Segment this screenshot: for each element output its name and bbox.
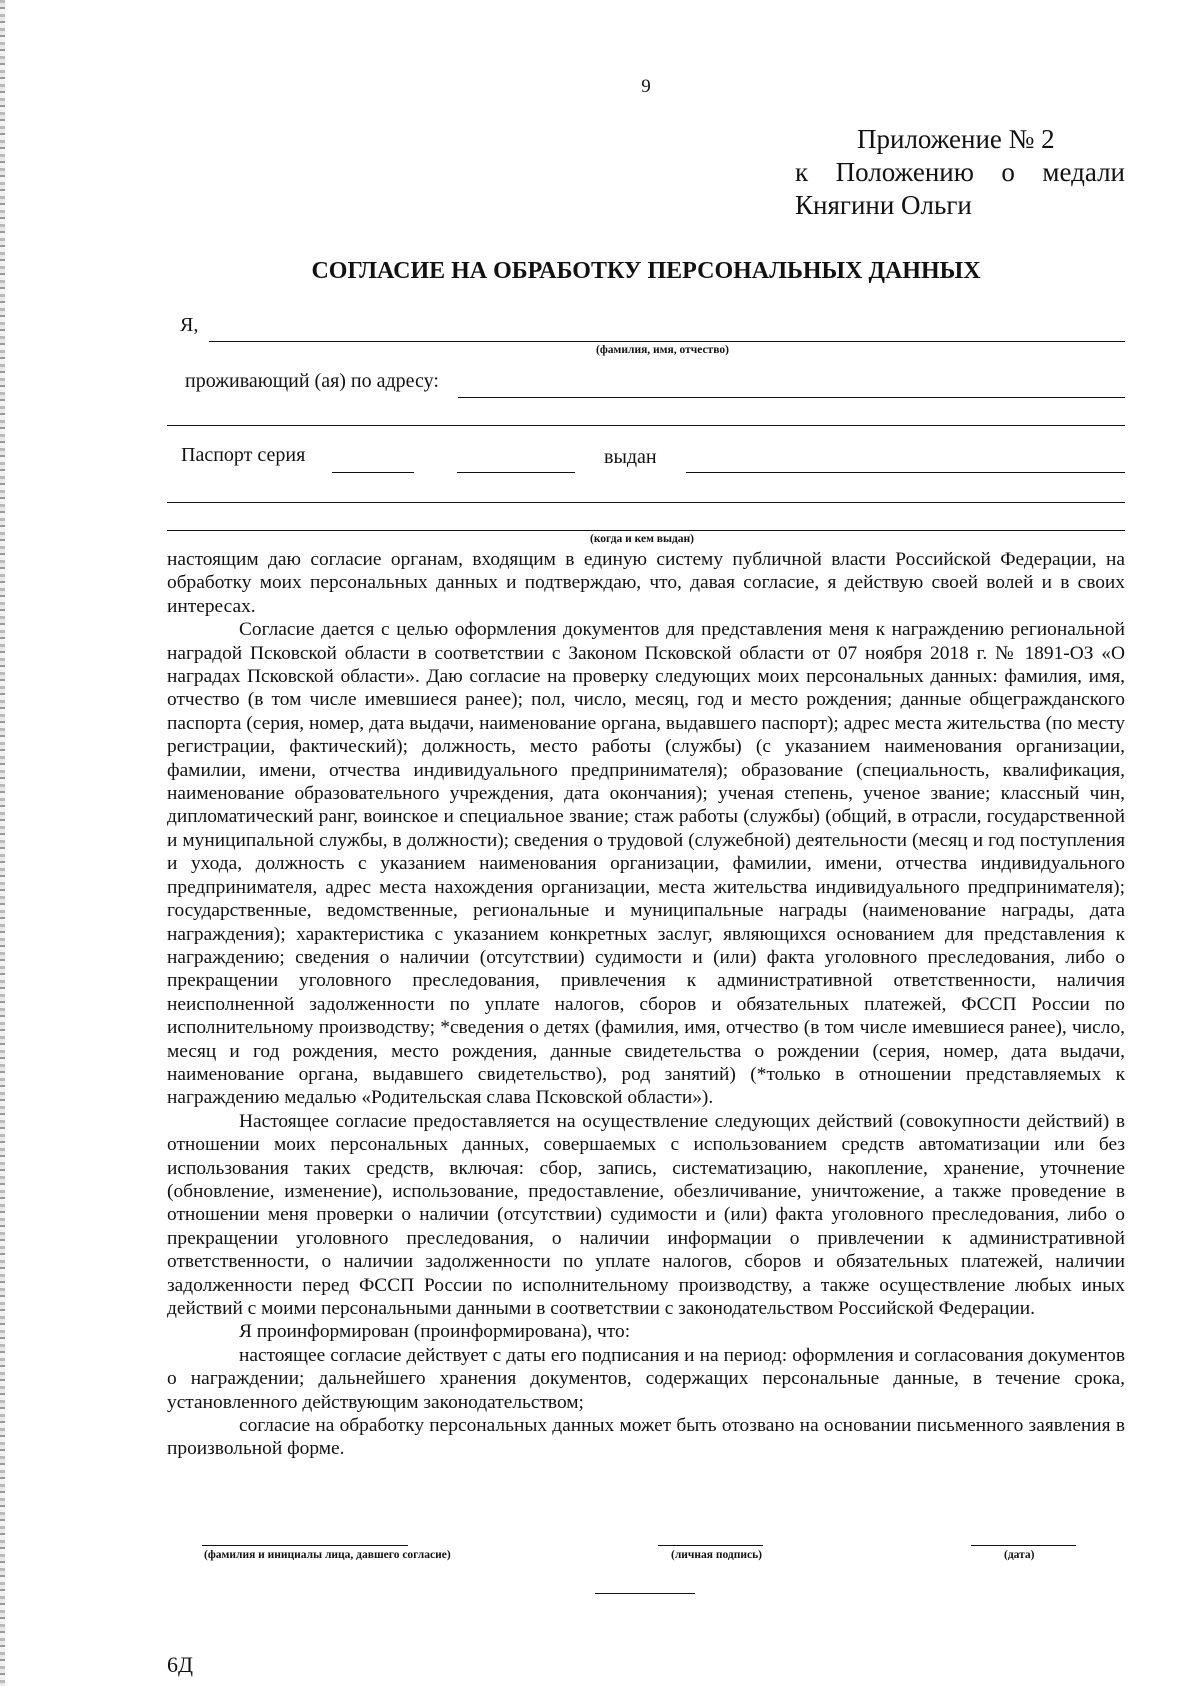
page-number: 9	[641, 76, 651, 97]
paragraph-validity: настоящее согласие действует с даты его подписания и на период: оформления и согласования документов о награждении; дальнейшего хранения документов, содержащих персональные данные, в течение срока, установленного действующим законодательством;	[167, 1344, 1125, 1413]
paragraph-revocation: согласие на обработку персональных данных может быть отозвано на основании письменного заявления в произвольной форме.	[167, 1415, 1125, 1460]
passport-label: Паспорт серия	[181, 444, 306, 466]
date-line[interactable]	[971, 1545, 1076, 1546]
ya-label: Я,	[180, 314, 199, 336]
signer-name-caption: (фамилия и инициалы лица, давшего согласие)	[204, 1549, 451, 1561]
document-title: СОГЛАСИЕ НА ОБРАБОТКУ ПЕРСОНАЛЬНЫХ ДАННЫХ	[311, 258, 981, 284]
paragraph-actions: Настоящее согласие предоставляется на осуществление следующих действий (совокупности действий) в отношении моих персональных данных, совершаемых с использованием средств автоматизации или без использования таких средств, включая: сбор, запись, систематизацию, накопление, хранение, уточнение (обновление, изменение), использование, предоставление, обезличивание, уничтожение, а также проведение в отношении меня проверки о наличии (отсутствии) судимости и (или) факта уголовного преследования, либо о прекращении уголовного преследования, о наличии информации о привлечении к административной ответственности, о наличии задолженности по уплате налогов, сборов и обязательных платежей, наличии задолженности перед ФССП России по исполнительному производству, а также осуществление любых иных действий с моими персональными данными в соответствии с законодательством Российской Федерации.	[167, 1110, 1125, 1319]
bottom-separator	[595, 1593, 695, 1594]
consent-body	[167, 548, 1125, 1461]
scan-edge	[0, 0, 5, 1686]
passport-series-line[interactable]	[332, 472, 414, 473]
issued-line-3[interactable]	[167, 530, 1125, 531]
signature-line[interactable]	[658, 1545, 763, 1546]
passport-number-line[interactable]	[457, 472, 575, 473]
issued-line-2[interactable]	[167, 502, 1125, 503]
address-line-2[interactable]	[167, 425, 1125, 426]
date-caption: (дата)	[1004, 1549, 1035, 1561]
issued-line-1[interactable]	[686, 472, 1125, 473]
appendix-line-2: к Положению о медали	[795, 157, 1125, 187]
address-label: проживающий (ая) по адресу:	[185, 370, 439, 392]
issued-caption: (когда и кем выдан)	[590, 533, 695, 545]
appendix-line-3: Княгини Ольги	[795, 190, 972, 220]
appendix-note	[795, 123, 1125, 222]
paragraph-purpose: Согласие дается с целью оформления документов для представления меня к награждению региональной наградой Псковской области в соответствии с Законом Псковской области от 07 ноября 2018 г. № 1891-ОЗ «О наградах Псковской области». Даю согласие на проверку следующих моих персональных данных: фамилия, имя, отчество (в том числе имевшиеся ранее); пол, число, месяц, год и место рождения; данные общегражданского паспорта (серия, номер, дата выдачи, наименование органа, выдавшего паспорт); адрес места жительства (по месту регистрации, фактический); должность, место работы (службы) (с указанием наименования организации, фамилии, имени, отчества индивидуального предпринимателя); образование (специальность, квалификация, наименование образовательного учреждения, дата окончания); ученая степень, ученое звание; классный чин, дипломатический ранг, воинское и специальное звание; стаж работы (службы) (общий, в отрасли, государственной и муниципальной службы, в должности); сведения о трудовой (служебной) деятельности (месяц и год поступления и ухода, должность с указанием наименования организации, фамилии, имени, отчества индивидуального предпринимателя, адрес места нахождения организации, места жительства индивидуального предпринимателя); государственные, ведомственные, региональные и муниципальные награды (наименование награды, дата награждения); характеристика с указанием конкретных заслуг, являющихся основанием для представления к награждению; сведения о наличии (отсутствии) судимости и (или) факта уголовного преследования, либо о прекращении уголовного преследования, привлечения к административной ответственности, наличия неисполненной задолженности по уплате налогов, сборов и обязательных платежей, ФССП России по исполнительному производству; *сведения о детях (фамилия, имя, отчество (в том числе имевшиеся ранее), число, месяц и год рождения, место рождения, данные свидетельства о рождении (серия, номер, дата выдачи, наименование органа, выдавшего свидетельство), род занятий) (*только в отношении представляемых к награждению медалью «Родительская слава Псковской области»).	[167, 619, 1125, 1109]
fio-line[interactable]	[209, 341, 1125, 342]
appendix-line-1: Приложение № 2	[857, 124, 1055, 154]
signature-caption: (личная подпись)	[671, 1549, 762, 1561]
address-line-1[interactable]	[458, 397, 1125, 398]
issued-label: выдан	[604, 446, 657, 468]
paragraph-consent-intro: настоящим даю согласие органам, входящим в единую систему публичной власти Российской Федерации, на обработку моих персональных данных и подтверждаю, что, давая согласие, я действую своей волей и в своих интересах.	[167, 549, 1125, 617]
footer-code: 6Д	[167, 1652, 194, 1677]
signer-name-line[interactable]	[202, 1545, 408, 1546]
paragraph-informed: Я проинформирован (проинформирована), что:	[239, 1321, 631, 1343]
fio-caption: (фамилия, имя, отчество)	[596, 344, 729, 356]
